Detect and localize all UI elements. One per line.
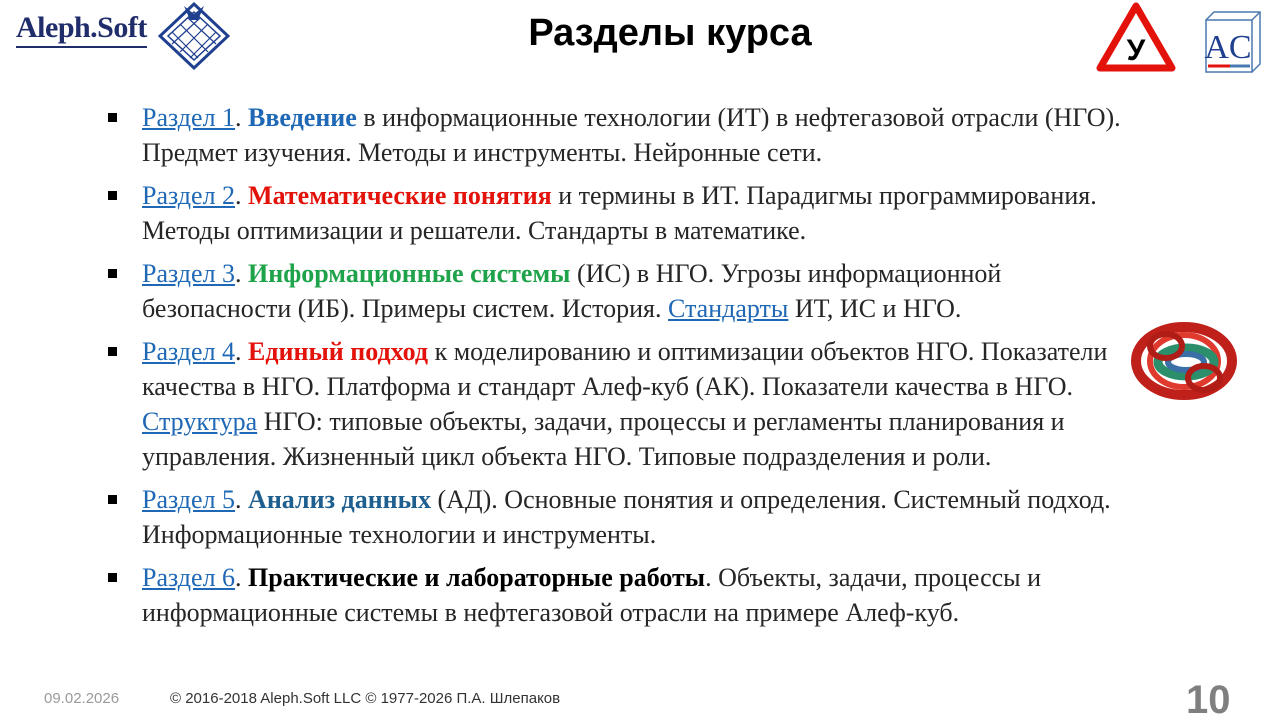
standards-link[interactable]: Стандарты <box>667 294 789 323</box>
section-item-6 <box>108 560 1148 630</box>
section-4-text-before: к моделированию и оптимизации объектов НГО. Показатели качества в НГО. Платформа и стандарт Алеф-куб (АК). Показатели качества в НГО. <box>142 337 1108 401</box>
section-4-link[interactable]: Раздел 4 <box>142 337 236 366</box>
section-sep: . <box>235 563 249 592</box>
section-2-highlight: Математические понятия <box>248 181 552 210</box>
bullet-icon <box>108 113 117 122</box>
bullet-icon <box>108 495 117 504</box>
course-sections-list <box>108 100 1148 638</box>
section-1-text: в информационные технологии (ИТ) в нефтегазовой отрасли (НГО). Предмет изучения. Методы и инструменты. Нейронные сети. <box>142 103 1121 167</box>
section-1-link[interactable]: Раздел 1 <box>142 103 236 132</box>
section-sep: . <box>235 181 249 210</box>
bullet-icon <box>108 573 117 582</box>
section-3-highlight: Информационные системы <box>248 259 571 288</box>
section-5-highlight: Анализ данных <box>248 485 431 514</box>
slide-title: Разделы курса <box>528 12 812 54</box>
section-item-1 <box>108 100 1148 170</box>
section-6-link[interactable]: Раздел 6 <box>142 563 236 592</box>
ac-logo-text: AC <box>1204 29 1252 66</box>
bullet-icon <box>108 347 117 356</box>
section-item-4 <box>108 334 1148 474</box>
section-6-text: . Объекты, задачи, процессы и информационные системы в нефтегазовой отрасли на примере Алеф-куб. <box>142 563 1042 627</box>
section-sep: . <box>235 337 249 366</box>
bullet-icon <box>108 269 117 278</box>
section-2-link[interactable]: Раздел 2 <box>142 181 236 210</box>
section-sep: . <box>235 103 249 132</box>
warning-sign-icon <box>1096 2 1176 72</box>
footer-copyright: © 2016-2018 Aleph.Soft LLC © 1977-2026 П.А. Шлепаков <box>170 690 561 707</box>
page-number: 10 <box>1186 678 1231 722</box>
bullet-icon <box>108 191 117 200</box>
section-5-link[interactable]: Раздел 5 <box>142 485 236 514</box>
footer-date: 09.02.2026 <box>44 690 120 707</box>
section-6-highlight: Практические и лабораторные работы <box>248 563 706 592</box>
sign-letter: У <box>1126 34 1146 67</box>
section-item-2 <box>108 178 1148 248</box>
aleph-soft-logo-text: Aleph.Soft <box>16 10 147 48</box>
section-sep: . <box>235 485 249 514</box>
section-sep: . <box>235 259 249 288</box>
section-3-text-after: ИТ, ИС и НГО. <box>788 294 962 323</box>
section-1-highlight: Введение <box>248 103 357 132</box>
section-3-text-before: (ИС) в НГО. Угрозы информационной безопасности (ИБ). Примеры систем. История. <box>142 259 1002 323</box>
section-4-text-after: НГО: типовые объекты, задачи, процессы и регламенты планирования и управления. Жизненный цикл объекта НГО. Типовые подразделения и роли. <box>142 407 1065 471</box>
section-3-link[interactable]: Раздел 3 <box>142 259 236 288</box>
ac-cube-logo <box>1200 8 1262 76</box>
section-5-text: (АД). Основные понятия и определения. Системный подход. Информационные технологии и инструменты. <box>142 485 1111 549</box>
section-2-text: и термины в ИТ. Парадигмы программирования. Методы оптимизации и решатели. Стандарты в математике. <box>142 181 1097 245</box>
structure-link[interactable]: Структура <box>142 407 258 436</box>
section-item-5 <box>108 482 1148 552</box>
section-item-3 <box>108 256 1148 326</box>
section-4-highlight: Единый подход <box>248 337 429 366</box>
